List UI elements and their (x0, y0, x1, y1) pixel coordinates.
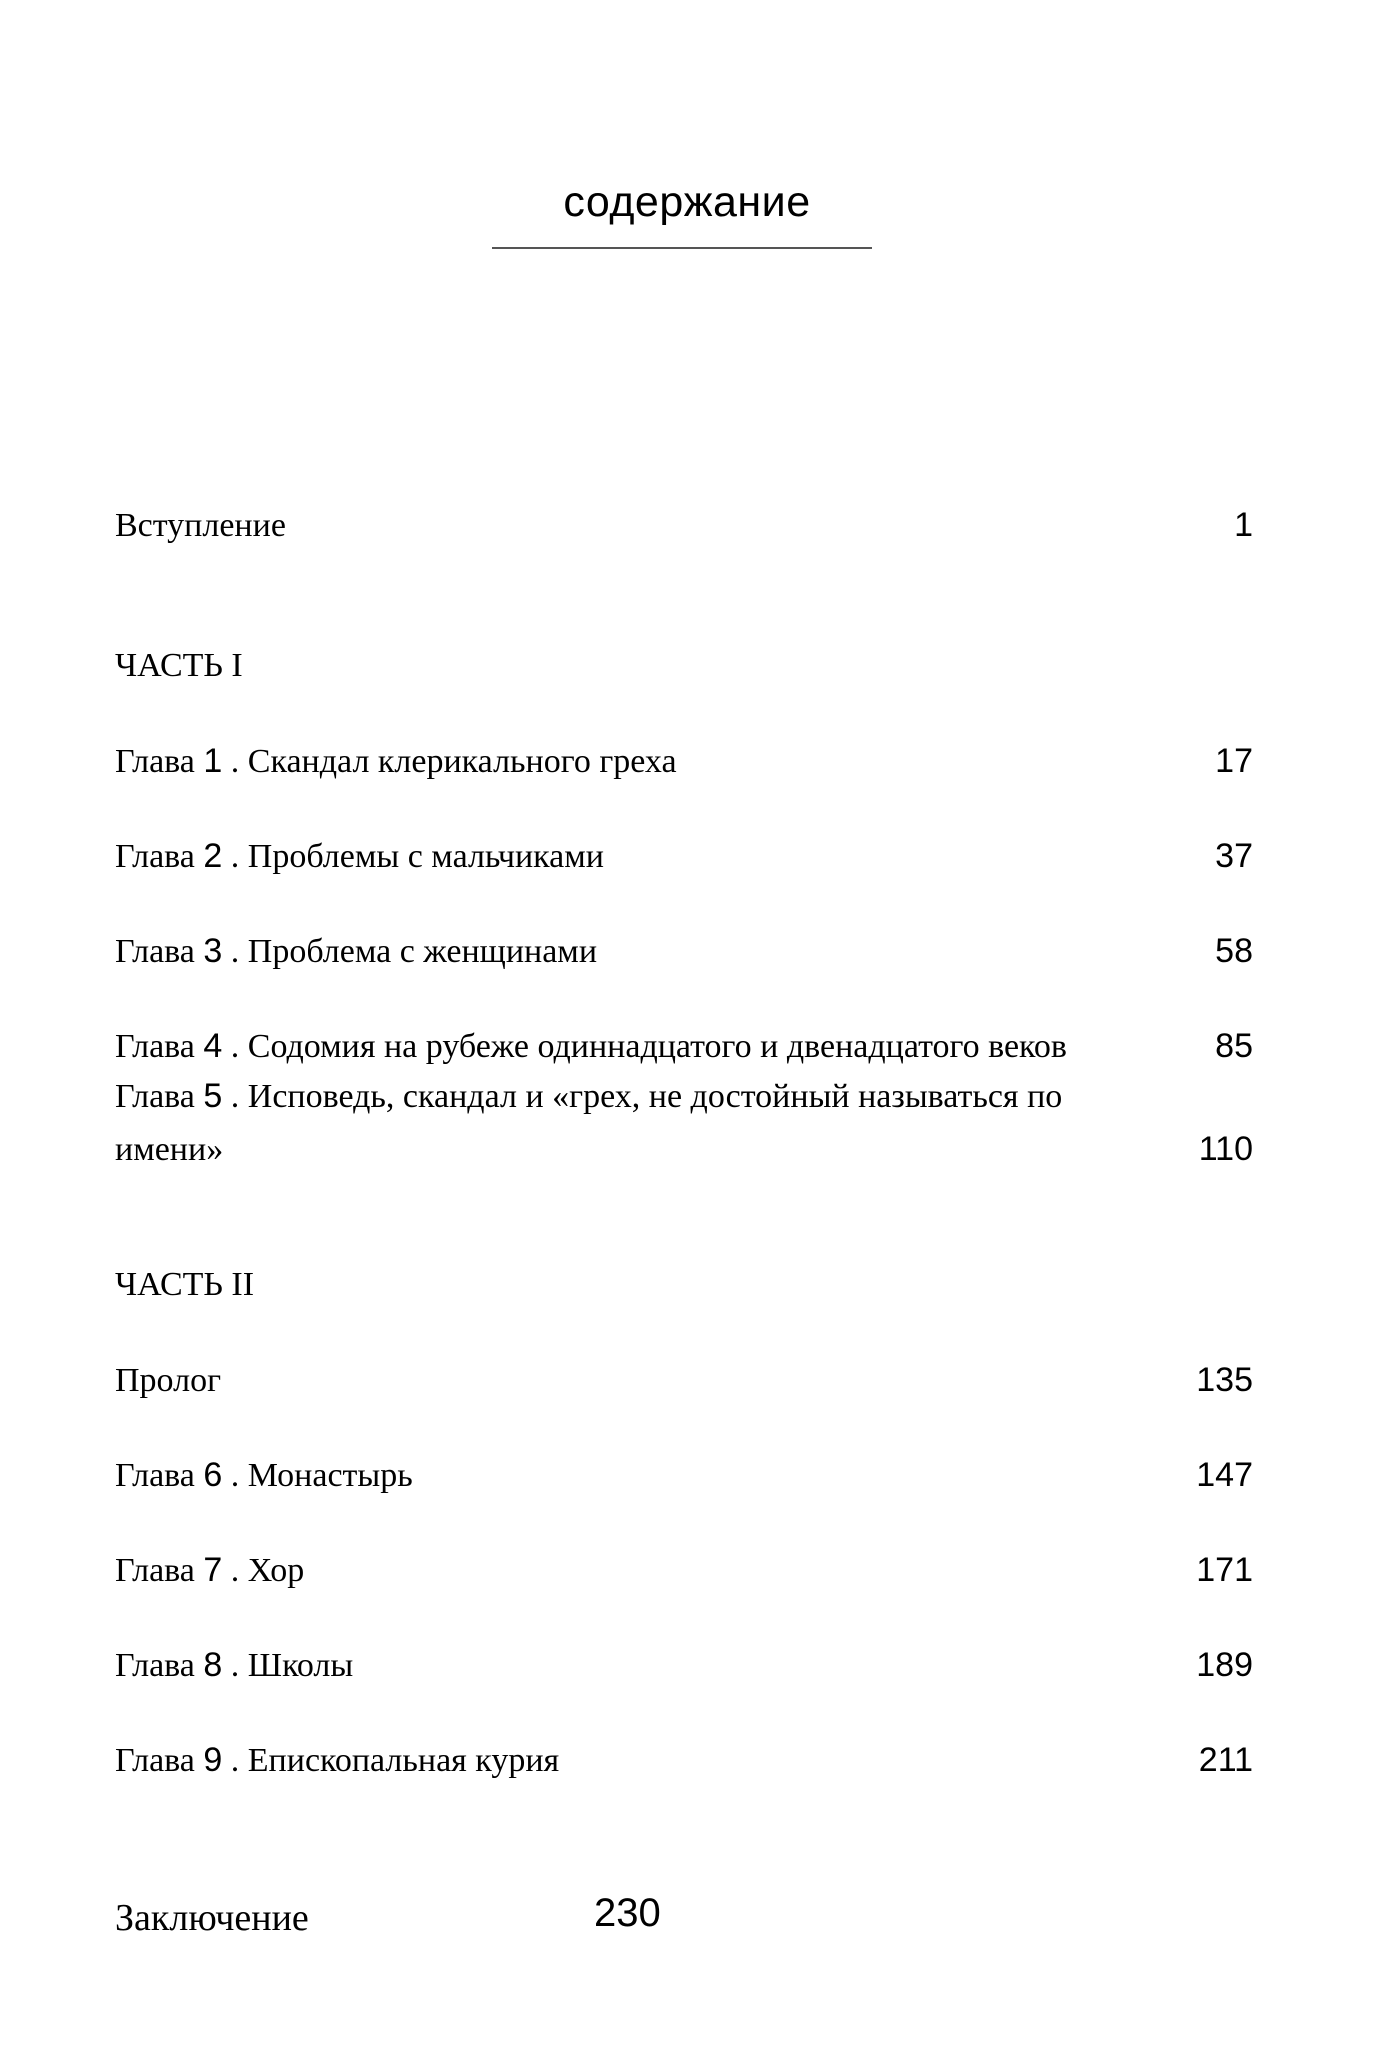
toc-entry-page: 17 (1215, 742, 1253, 780)
toc-entry-title: Глава 2 . Проблемы с мальчиками (115, 837, 604, 875)
toc-entry-title: Вступление (115, 507, 286, 544)
page-title: содержание (563, 178, 811, 226)
toc-entry-page: 58 (1215, 932, 1253, 970)
toc-entry-conclusion-page: 230 (594, 1891, 661, 1935)
toc-entry-chapter-1[interactable] (115, 738, 1253, 785)
toc-entry-title: Глава 4 . Содомия на рубеже одиннадцатого и двенадцатого веков (115, 1027, 1067, 1065)
toc-entry-title: Глава 7 . Хор (115, 1551, 305, 1589)
toc-entry-chapter-4[interactable] (115, 1023, 1253, 1070)
toc-entry-page: 85 (1215, 1027, 1253, 1065)
toc-entry-title: Глава 5 . Исповедь, скандал и «грех, не достойный называться по (115, 1077, 1063, 1115)
toc-entry-title: Глава 3 . Проблема с женщинами (115, 932, 598, 970)
toc-entry-title: Глава 6 . Монастырь (115, 1456, 413, 1494)
toc-entry-page: 135 (1196, 1361, 1253, 1399)
toc-entry-chapter-9[interactable] (115, 1737, 1253, 1784)
toc-entry-prologue[interactable] (115, 1357, 1253, 1404)
toc-entry-chapter-8[interactable] (115, 1642, 1253, 1689)
toc-entry-page: 110 (1198, 1130, 1253, 1168)
toc-entry-title: Глава 1 . Скандал клерикального греха (115, 742, 677, 780)
toc-entry-page: 171 (1196, 1551, 1253, 1589)
toc-entry-page: 211 (1198, 1741, 1253, 1779)
toc-entry-chapter-2[interactable] (115, 833, 1253, 880)
toc-entry-page: 37 (1215, 837, 1253, 875)
toc-entry-chapter-6[interactable] (115, 1452, 1253, 1499)
toc-entry-title-continued: имени» (115, 1131, 224, 1168)
toc-entry-chapter-7[interactable] (115, 1547, 1253, 1594)
toc-entry-page: 1 (1234, 506, 1253, 544)
toc-entry-title: Глава 9 . Епископальная курия (115, 1741, 560, 1779)
toc-entry-intro[interactable] (115, 502, 1253, 549)
part-heading-1: ЧАСТЬ I (115, 647, 243, 684)
toc-entry-title: Пролог (115, 1362, 222, 1399)
toc-entry-chapter-3[interactable] (115, 928, 1253, 975)
toc-entry-conclusion[interactable] (115, 1893, 309, 1943)
toc-entry-title: Глава 8 . Школы (115, 1646, 354, 1684)
part-heading-2: ЧАСТЬ II (115, 1266, 255, 1303)
title-underline (492, 247, 872, 249)
toc-entry-page: 189 (1196, 1646, 1253, 1684)
toc-entry-page: 147 (1196, 1456, 1253, 1494)
toc-entry-chapter-5[interactable] (115, 1075, 1253, 1171)
toc-entry-title: Заключение (115, 1897, 309, 1939)
